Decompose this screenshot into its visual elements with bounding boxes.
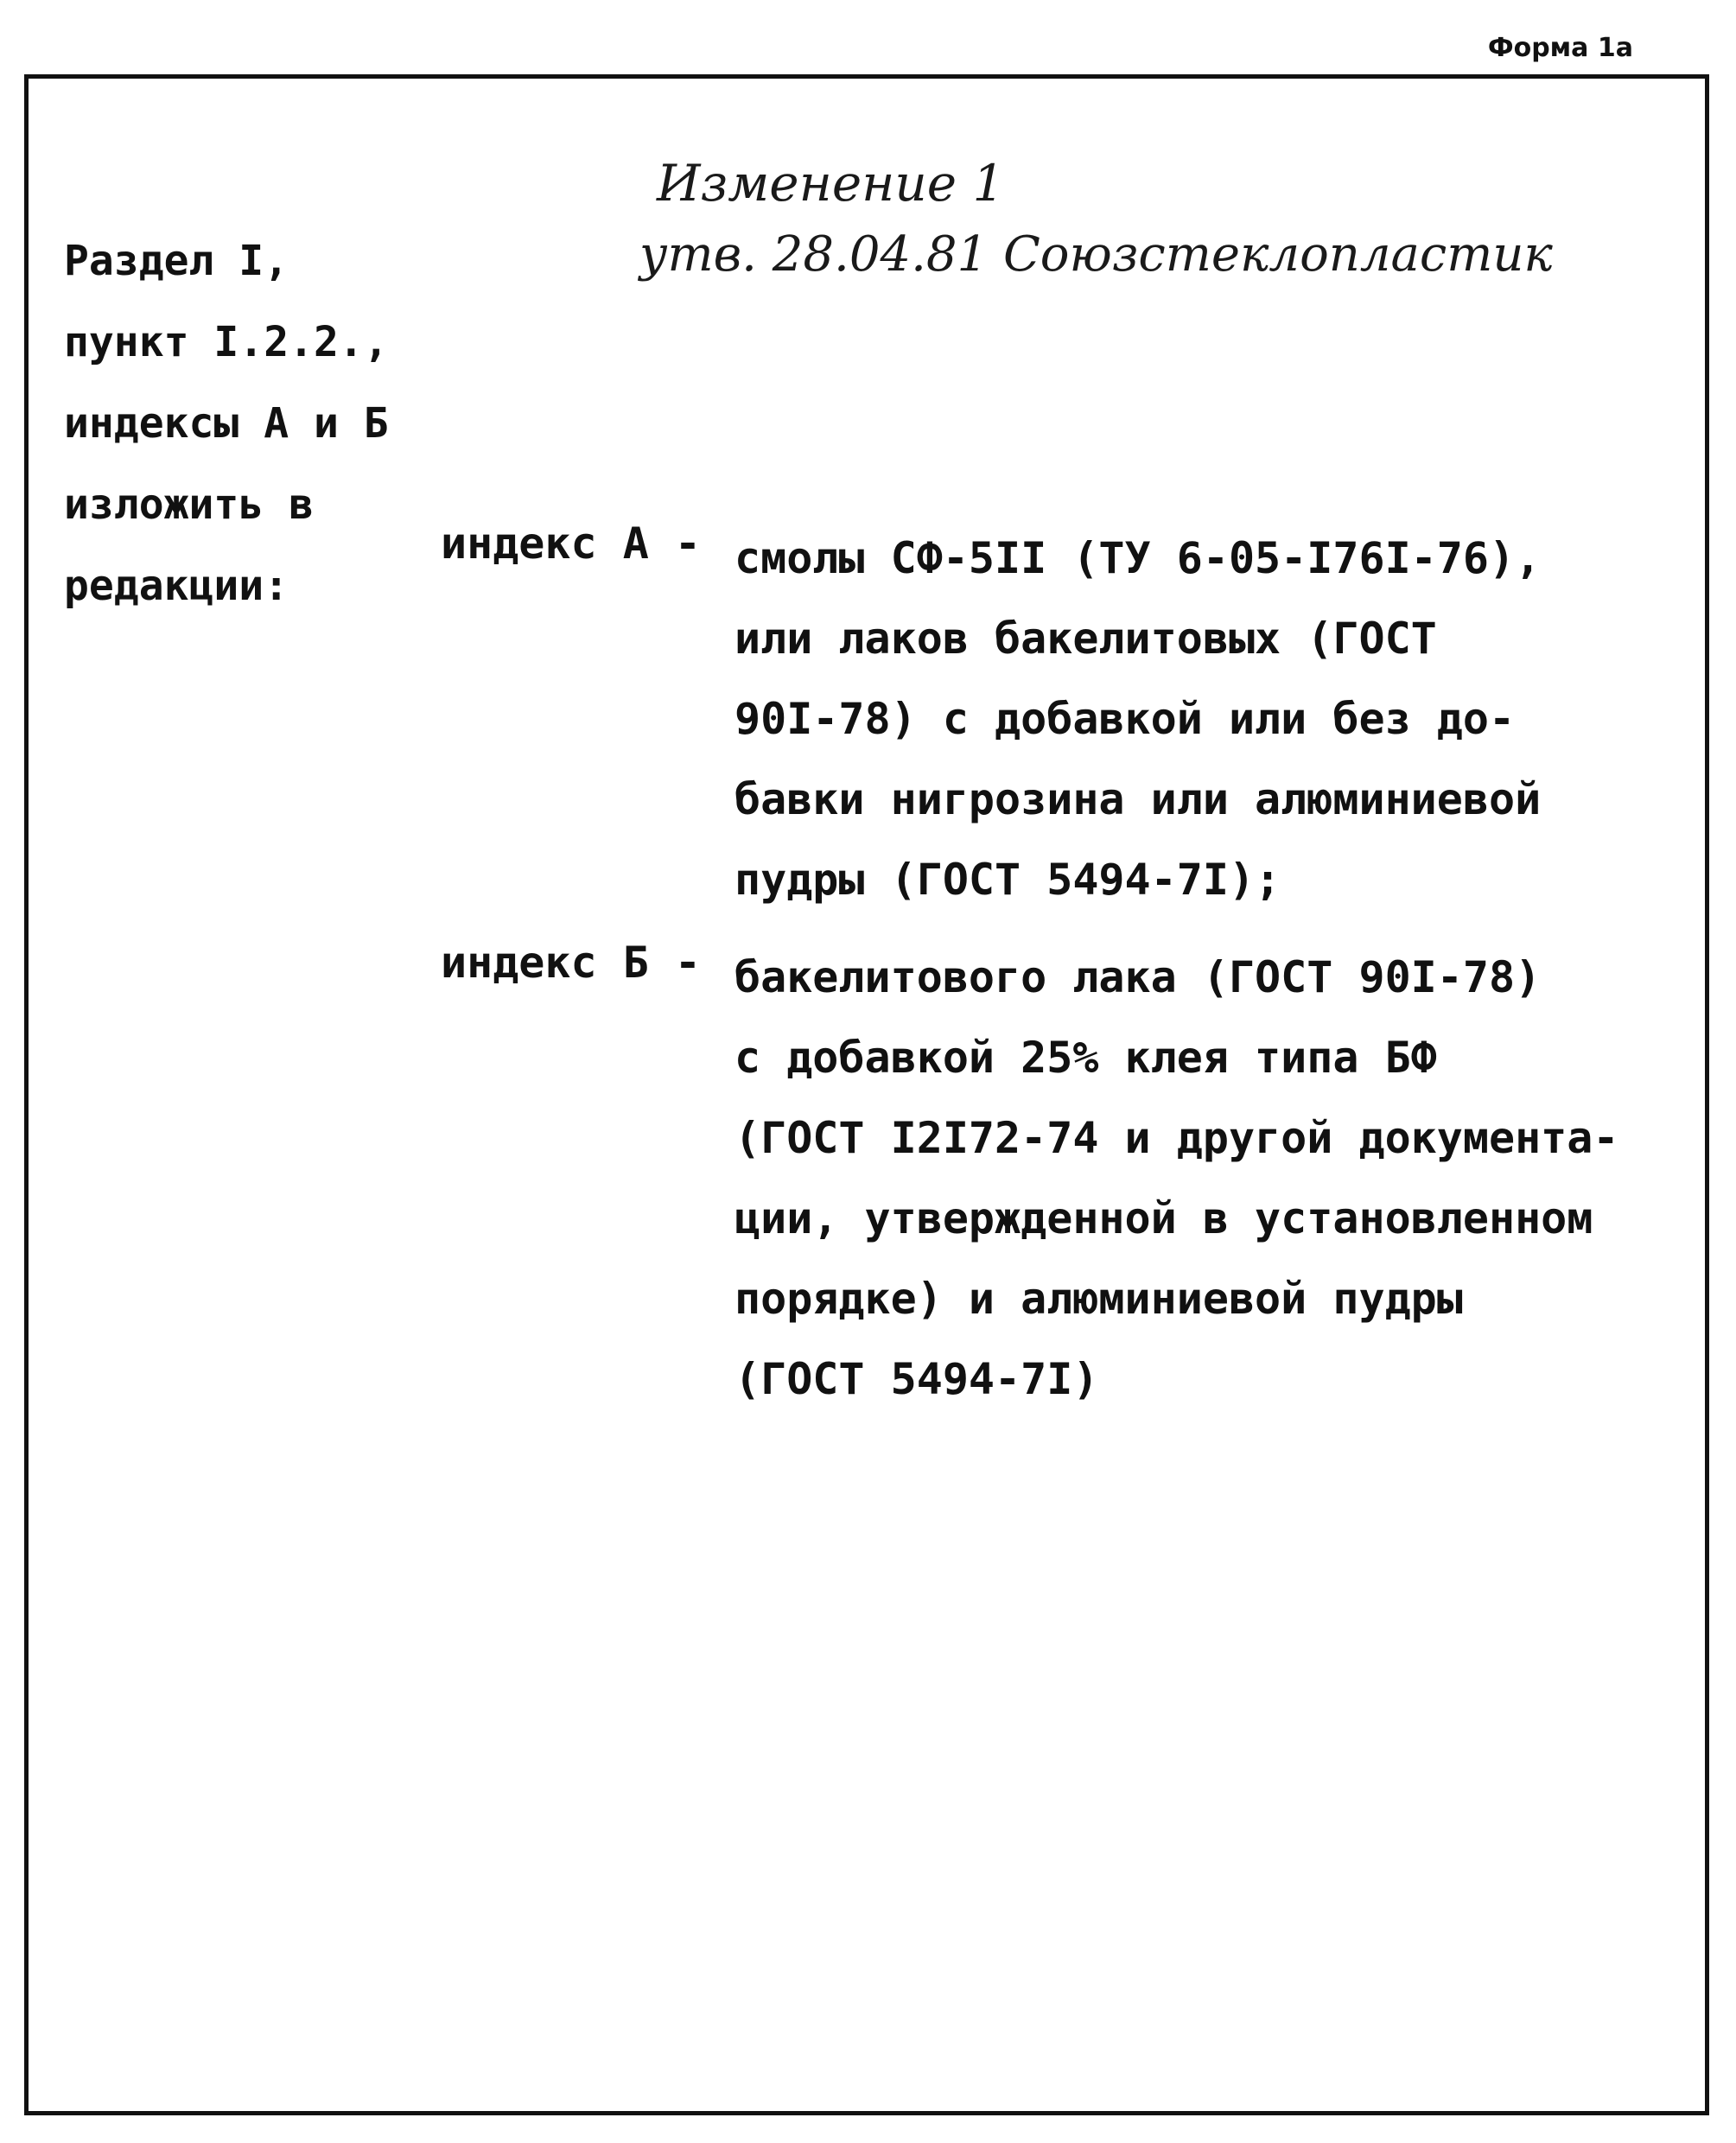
section-line: индексы А и Б: [64, 399, 389, 448]
text-line: с добавкой 25% клея типа БФ: [734, 1033, 1437, 1083]
handwritten-approval-note: утв. 28.04.81 Союзстеклопластик: [639, 226, 1553, 283]
text-line: или лаков бакелитовых (ГОСТ: [734, 614, 1437, 664]
text-line: порядке) и алюминиевой пудры: [734, 1274, 1463, 1324]
section-line: пункт I.2.2.,: [64, 318, 389, 366]
index-b-text: [734, 938, 1619, 1420]
index-a-text: [734, 518, 1541, 920]
handwritten-change-title: Изменение 1: [657, 154, 1005, 213]
text-line: бавки нигрозина или алюминиевой: [734, 774, 1542, 824]
section-line: редакции:: [64, 562, 289, 610]
text-line: (ГОСТ 5494-7I): [734, 1354, 1099, 1404]
form-label: Форма 1а: [1487, 33, 1633, 63]
text-line: смолы СФ-5II (ТУ 6-05-I76I-76),: [734, 533, 1542, 583]
text-line: 90I-78) с добавкой или без до-: [734, 694, 1516, 744]
index-b-label: индекс Б -: [441, 938, 702, 988]
section-line: Раздел I,: [64, 237, 289, 285]
section-line: изложить в: [64, 480, 314, 529]
section-reference: [64, 220, 389, 626]
index-a-label: индекс А -: [441, 518, 702, 569]
text-line: бакелитового лака (ГОСТ 90I-78): [734, 952, 1542, 1002]
text-line: (ГОСТ I2I72-74 и другой документа-: [734, 1113, 1619, 1163]
text-line: ции, утвержденной в установленном: [734, 1193, 1593, 1243]
text-line: пудры (ГОСТ 5494-7I);: [734, 855, 1281, 905]
